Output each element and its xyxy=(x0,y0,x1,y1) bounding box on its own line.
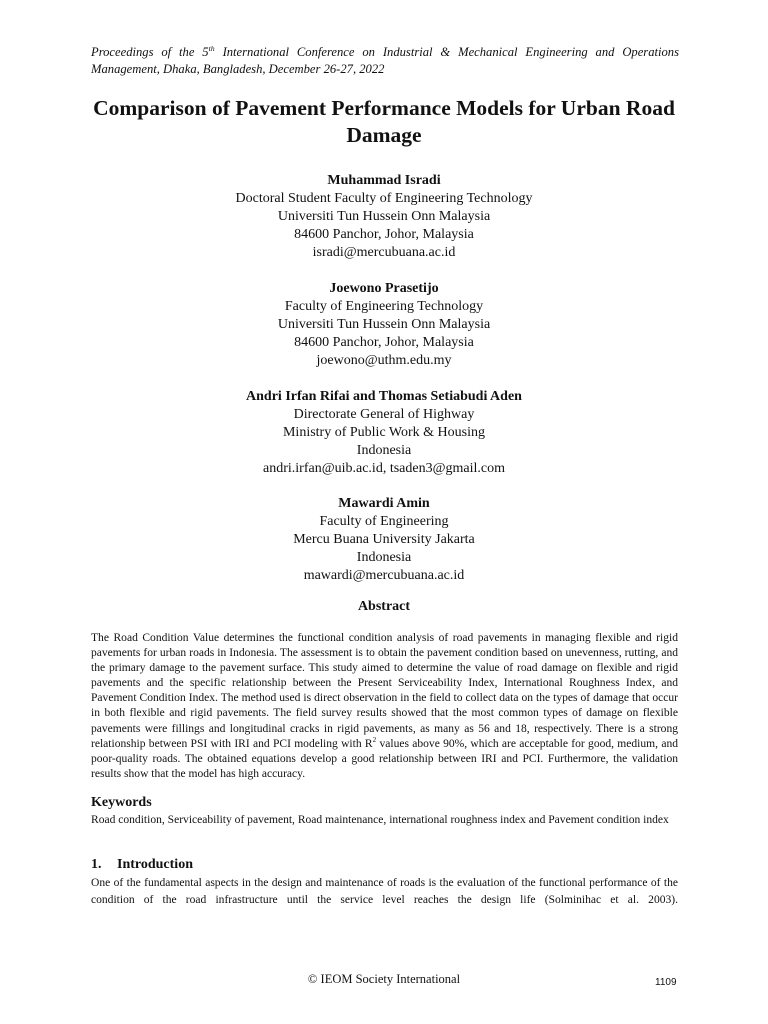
author-name: Mawardi Amin xyxy=(338,496,430,511)
author-affiliation-line: 84600 Panchor, Johor, Malaysia xyxy=(294,227,474,242)
section-title: Introduction xyxy=(117,857,193,872)
author-block xyxy=(84,388,684,478)
header-text-part2: International Conference on Industrial & Mechanical Engineering and Operations Management, Dhaka, Bangladesh, December 26-27, 2022 xyxy=(91,45,679,76)
author-block xyxy=(84,172,684,262)
abstract-text-part2: values above 90%, which are acceptable for good, medium, and poor-quality roads. The obtained equations develop a good relationship between IRI and PCI. Furthermore, the validation results show that the model has high accuracy. xyxy=(91,737,678,780)
proceedings-header xyxy=(91,44,679,77)
introduction-heading xyxy=(91,857,193,873)
author-affiliation-line: Directorate General of Highway xyxy=(293,407,475,422)
author-affiliation-line: Indonesia xyxy=(356,443,412,458)
author-email: isradi@mercubuana.ac.id xyxy=(312,245,456,260)
author-affiliation-line: Universiti Tun Hussein Onn Malaysia xyxy=(277,209,491,224)
author-affiliation-line: Universiti Tun Hussein Onn Malaysia xyxy=(277,317,491,332)
author-name: Muhammad Isradi xyxy=(327,173,441,188)
author-affiliation-line: Faculty of Engineering xyxy=(319,514,449,529)
author-block xyxy=(84,495,684,585)
abstract-heading: Abstract xyxy=(357,599,411,614)
author-email: joewono@uthm.edu.my xyxy=(316,353,452,368)
author-name: Andri Irfan Rifai and Thomas Setiabudi Aden xyxy=(246,389,522,404)
keywords-heading: Keywords xyxy=(91,795,152,810)
abstract-superscript: 2 xyxy=(372,735,377,744)
author-affiliation-line: 84600 Panchor, Johor, Malaysia xyxy=(294,335,474,350)
author-affiliation-line: Indonesia xyxy=(356,550,412,565)
header-text-part1: Proceedings of the 5 xyxy=(91,45,209,59)
abstract-text-part1: The Road Condition Value determines the functional condition analysis of road pavements in managing flexible and rigid pavements for urban roads in Indonesia. The assessment is to obtain the pavement condition based on unevenness, rutting, and the primary damage to the pavement surface. This study aimed to determine the value of road damage on flexible and rigid pavements and the specific relationship between the Present Serviceability Index, International Roughness Index, and Pavement Condition Index. The method used is direct observation in the field to collect data on the types of damage that occur in both flexible and rigid pavements. The field survey results showed that the most common types of damage on flexible pavements were fillings and longitudinal cracks in rigid pavements, as many as 56 and 18, respectively. There is a strong relationship between PSI with IRI and PCI modeling with R xyxy=(91,632,678,750)
author-block xyxy=(84,280,684,370)
keywords-text: Road condition, Serviceability of pavement, Road maintenance, international roughness index and Pavement condition index xyxy=(91,814,669,826)
author-affiliation-line: Mercu Buana University Jakarta xyxy=(293,532,475,547)
header-superscript: th xyxy=(208,43,215,53)
author-name: Joewono Prasetijo xyxy=(329,281,439,296)
abstract-text xyxy=(91,631,678,782)
author-email: andri.irfan@uib.ac.id, tsaden3@gmail.com xyxy=(263,461,505,476)
footer-copyright: © IEOM Society International xyxy=(307,972,461,986)
paper-title: Comparison of Pavement Performance Models for Urban Road Damage xyxy=(93,96,675,147)
section-number: 1. xyxy=(91,857,102,872)
page-number: 1109 xyxy=(655,977,677,988)
author-affiliation-line: Faculty of Engineering Technology xyxy=(284,299,484,314)
introduction-text: One of the fundamental aspects in the design and maintenance of roads is the evaluation of the functional performance of the condition of the road infrastructure until the service level reaches the design life (Solminihac et al. 2003). xyxy=(91,877,678,906)
author-affiliation-line: Doctoral Student Faculty of Engineering Technology xyxy=(235,191,533,206)
author-affiliation-line: Ministry of Public Work & Housing xyxy=(282,425,485,440)
author-email: mawardi@mercubuana.ac.id xyxy=(303,568,465,583)
